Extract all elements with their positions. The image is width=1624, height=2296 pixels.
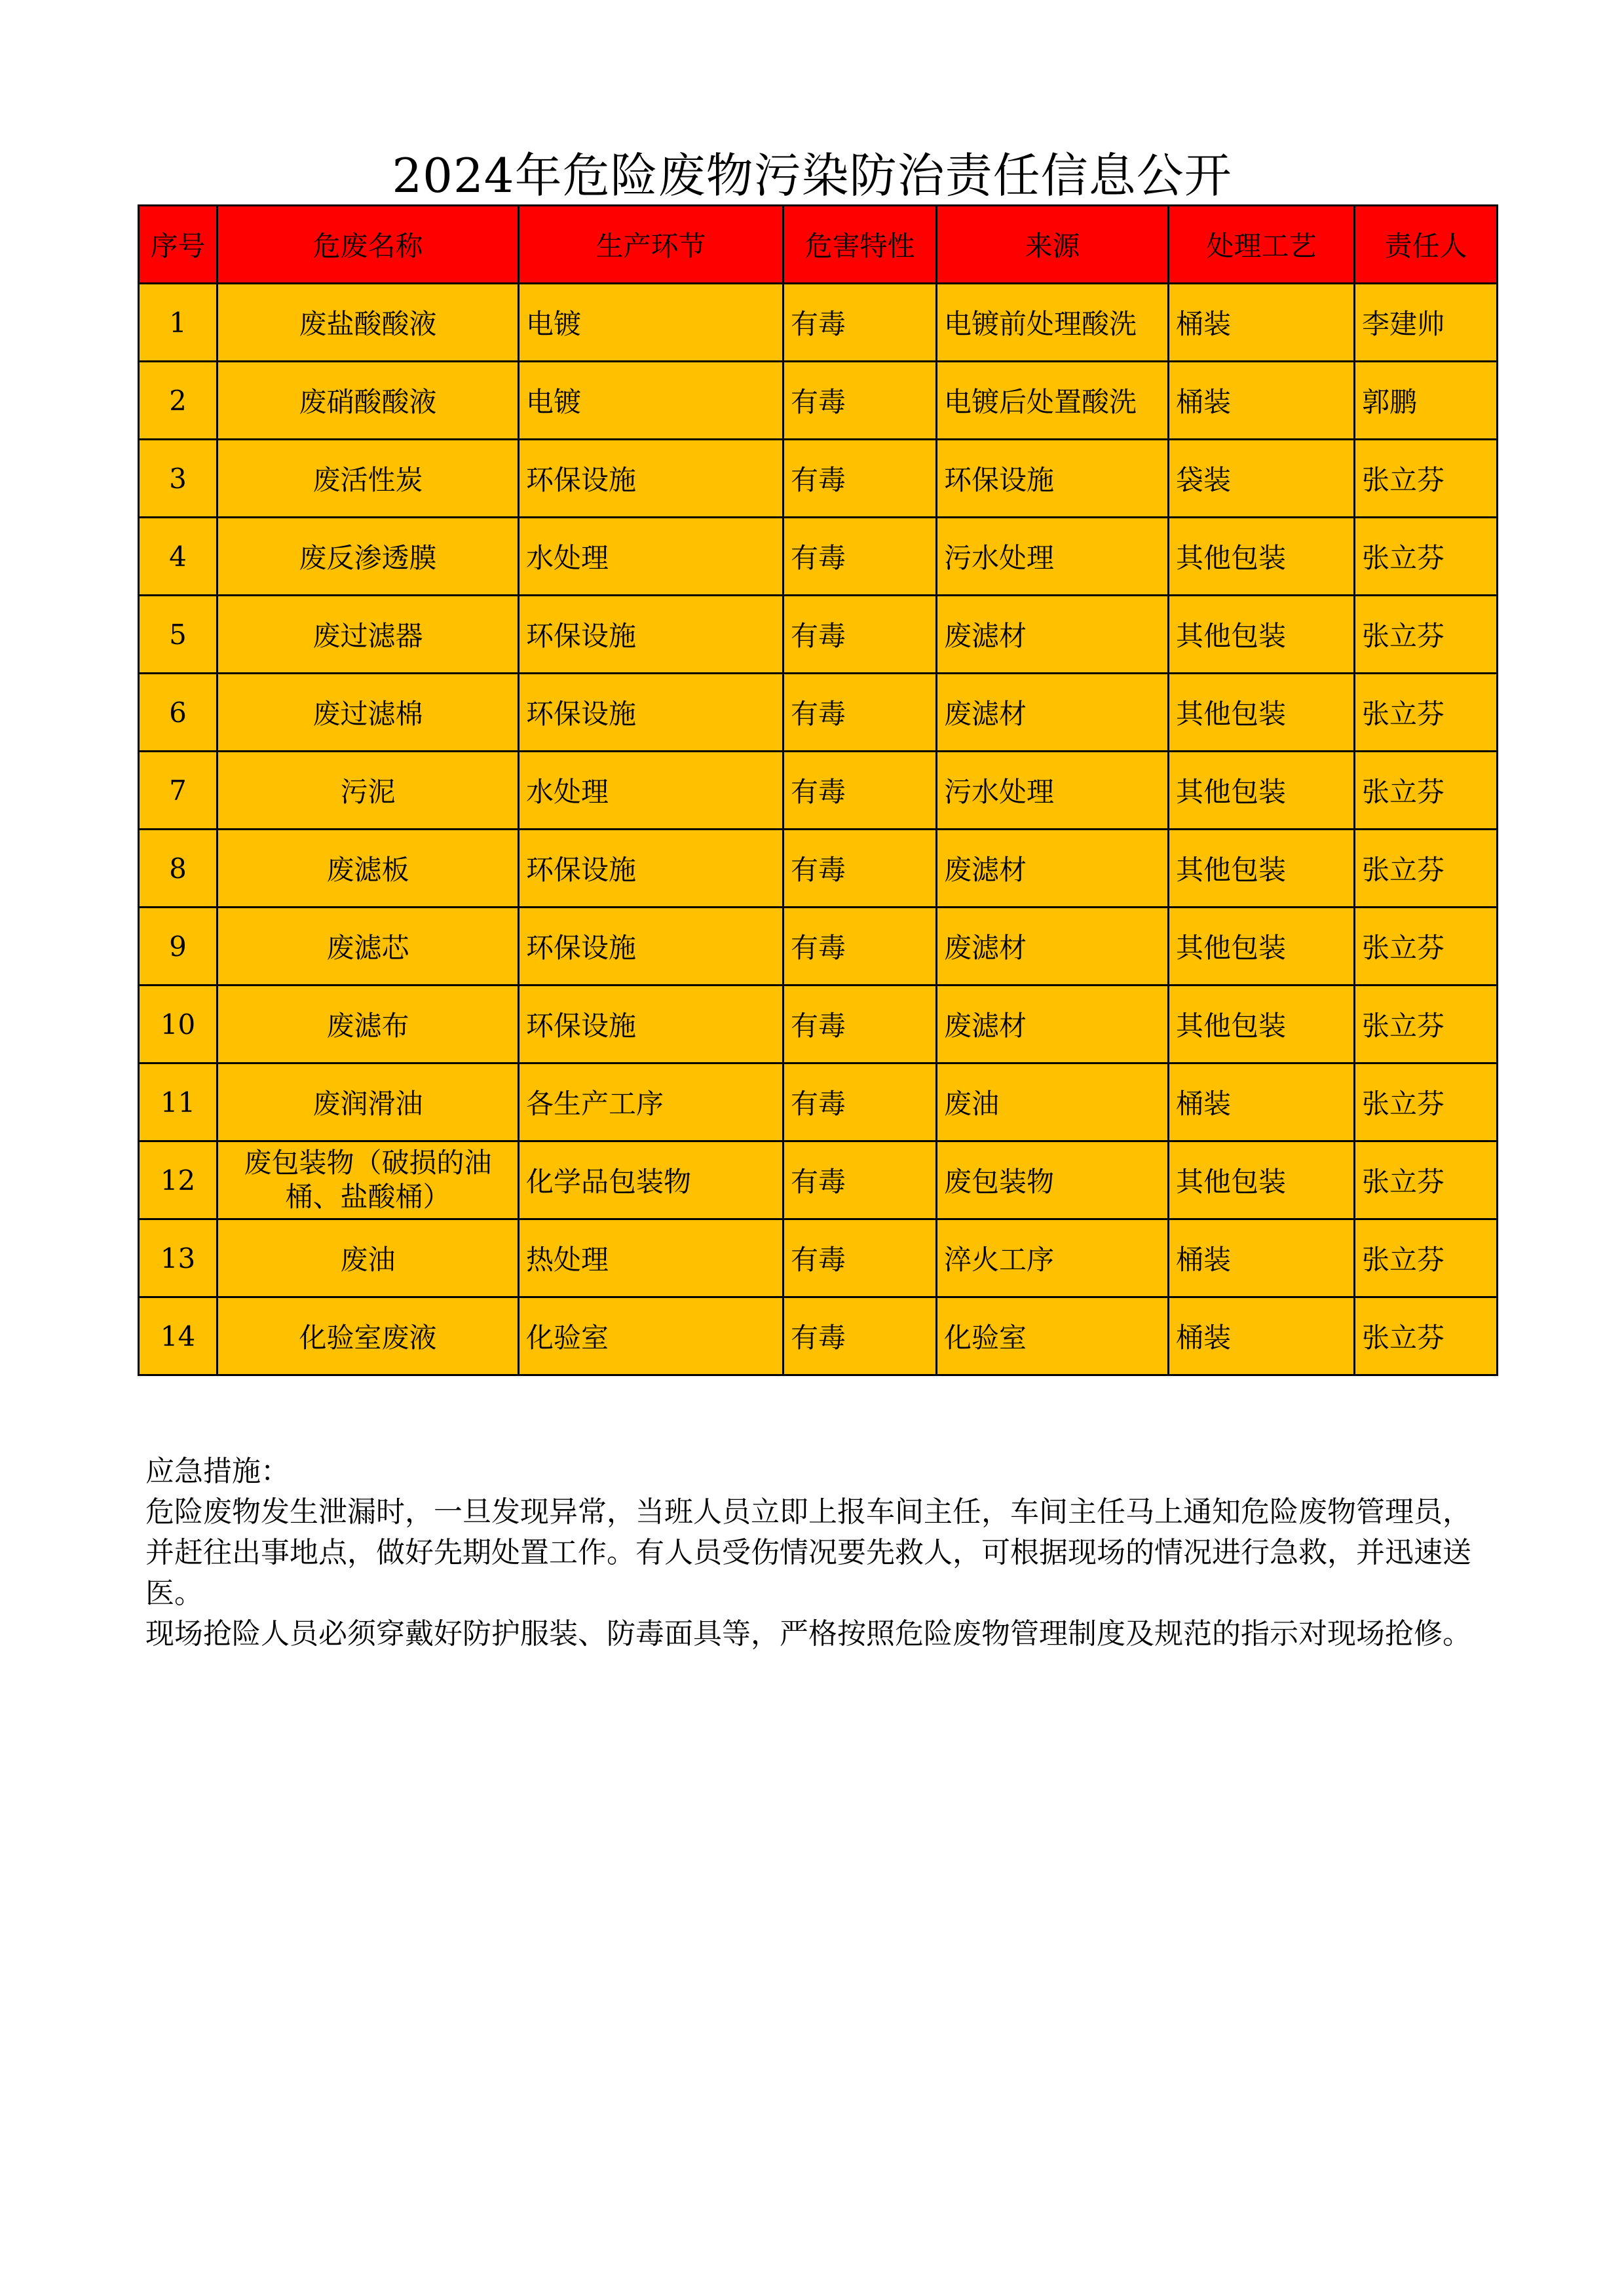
emergency-measures xyxy=(145,1451,1482,1655)
cell-production-stage: 各生产工序 xyxy=(519,1063,784,1141)
cell-responsible-person: 张立芬 xyxy=(1355,1297,1498,1375)
cell-serial: 9 xyxy=(139,908,217,985)
cell-production-stage: 水处理 xyxy=(519,518,784,596)
table-row xyxy=(139,1141,1498,1219)
cell-treatment-process: 其他包装 xyxy=(1169,830,1355,908)
cell-hazard-property: 有毒 xyxy=(784,518,937,596)
cell-source: 化验室 xyxy=(937,1297,1169,1375)
cell-treatment-process: 桶装 xyxy=(1169,284,1355,362)
notes-paragraph-rescue: 现场抢险人员必须穿戴好防护服装、防毒面具等，严格按照危险废物管理制度及规范的指示对现场抢修。 xyxy=(145,1618,1471,1650)
cell-waste-name: 废滤板 xyxy=(217,830,519,908)
cell-responsible-person: 张立芬 xyxy=(1355,985,1498,1063)
cell-waste-name: 废润滑油 xyxy=(217,1063,519,1141)
cell-treatment-process: 桶装 xyxy=(1169,1219,1355,1297)
cell-hazard-property: 有毒 xyxy=(784,362,937,440)
cell-hazard-property: 有毒 xyxy=(784,440,937,518)
cell-serial: 5 xyxy=(139,596,217,674)
cell-hazard-property: 有毒 xyxy=(784,752,937,830)
cell-waste-name: 废过滤器 xyxy=(217,596,519,674)
cell-serial: 7 xyxy=(139,752,217,830)
cell-serial: 2 xyxy=(139,362,217,440)
table-row xyxy=(139,1219,1498,1297)
cell-responsible-person: 张立芬 xyxy=(1355,518,1498,596)
cell-production-stage: 环保设施 xyxy=(519,440,784,518)
cell-responsible-person: 张立芬 xyxy=(1355,1219,1498,1297)
cell-source: 电镀后处置酸洗 xyxy=(937,362,1169,440)
cell-serial: 6 xyxy=(139,674,217,752)
cell-responsible-person: 郭鹏 xyxy=(1355,362,1498,440)
cell-waste-name: 废包装物（破损的油桶、盐酸桶） xyxy=(217,1141,519,1219)
cell-waste-name: 废硝酸酸液 xyxy=(217,362,519,440)
header-source: 来源 xyxy=(937,206,1169,284)
table-row xyxy=(139,596,1498,674)
table-row xyxy=(139,908,1498,985)
table-row xyxy=(139,1063,1498,1141)
notes-heading: 应急措施： xyxy=(145,1455,290,1487)
table-row xyxy=(139,752,1498,830)
table-row xyxy=(139,518,1498,596)
cell-production-stage: 水处理 xyxy=(519,752,784,830)
header-hazard-property: 危害特性 xyxy=(784,206,937,284)
cell-responsible-person: 张立芬 xyxy=(1355,1141,1498,1219)
cell-treatment-process: 袋装 xyxy=(1169,440,1355,518)
cell-source: 废滤材 xyxy=(937,596,1169,674)
header-responsible-person: 责任人 xyxy=(1355,206,1498,284)
table-row xyxy=(139,362,1498,440)
cell-waste-name: 废过滤棉 xyxy=(217,674,519,752)
table-row xyxy=(139,830,1498,908)
cell-serial: 8 xyxy=(139,830,217,908)
cell-treatment-process: 桶装 xyxy=(1169,1063,1355,1141)
cell-serial: 14 xyxy=(139,1297,217,1375)
cell-treatment-process: 其他包装 xyxy=(1169,674,1355,752)
cell-serial: 13 xyxy=(139,1219,217,1297)
cell-production-stage: 化学品包装物 xyxy=(519,1141,784,1219)
cell-waste-name: 废油 xyxy=(217,1219,519,1297)
cell-hazard-property: 有毒 xyxy=(784,1219,937,1297)
cell-hazard-property: 有毒 xyxy=(784,596,937,674)
cell-production-stage: 环保设施 xyxy=(519,674,784,752)
table-row xyxy=(139,440,1498,518)
cell-source: 废油 xyxy=(937,1063,1169,1141)
cell-waste-name: 废反渗透膜 xyxy=(217,518,519,596)
cell-production-stage: 环保设施 xyxy=(519,596,784,674)
table-row xyxy=(139,1297,1498,1375)
cell-production-stage: 环保设施 xyxy=(519,830,784,908)
header-serial: 序号 xyxy=(139,206,217,284)
cell-treatment-process: 其他包装 xyxy=(1169,1141,1355,1219)
page-title: 2024年危险废物污染防治责任信息公开 xyxy=(392,148,1232,203)
cell-hazard-property: 有毒 xyxy=(784,985,937,1063)
cell-production-stage: 化验室 xyxy=(519,1297,784,1375)
cell-waste-name: 化验室废液 xyxy=(217,1297,519,1375)
header-waste-name: 危废名称 xyxy=(217,206,519,284)
cell-hazard-property: 有毒 xyxy=(784,1141,937,1219)
cell-production-stage: 电镀 xyxy=(519,284,784,362)
table-header-row xyxy=(139,206,1498,284)
cell-source: 淬火工序 xyxy=(937,1219,1169,1297)
notes-paragraph-leak: 危险废物发生泄漏时，一旦发现异常，当班人员立即上报车间主任，车间主任马上通知危险废物管理员，并赶往出事地点，做好先期处置工作。有人员受伤情况要先救人，可根据现场的情况进行急救，并迅速送医。 xyxy=(145,1496,1471,1609)
cell-waste-name: 废盐酸酸液 xyxy=(217,284,519,362)
cell-source: 电镀前处理酸洗 xyxy=(937,284,1169,362)
cell-production-stage: 电镀 xyxy=(519,362,784,440)
cell-hazard-property: 有毒 xyxy=(784,1063,937,1141)
cell-source: 废滤材 xyxy=(937,674,1169,752)
cell-treatment-process: 桶装 xyxy=(1169,362,1355,440)
cell-treatment-process: 桶装 xyxy=(1169,1297,1355,1375)
cell-hazard-property: 有毒 xyxy=(784,284,937,362)
cell-treatment-process: 其他包装 xyxy=(1169,908,1355,985)
header-production-stage: 生产环节 xyxy=(519,206,784,284)
cell-serial: 1 xyxy=(139,284,217,362)
cell-serial: 3 xyxy=(139,440,217,518)
cell-source: 环保设施 xyxy=(937,440,1169,518)
cell-treatment-process: 其他包装 xyxy=(1169,752,1355,830)
cell-treatment-process: 其他包装 xyxy=(1169,596,1355,674)
cell-responsible-person: 李建帅 xyxy=(1355,284,1498,362)
cell-responsible-person: 张立芬 xyxy=(1355,674,1498,752)
header-treatment-process: 处理工艺 xyxy=(1169,206,1355,284)
cell-treatment-process: 其他包装 xyxy=(1169,985,1355,1063)
cell-serial: 10 xyxy=(139,985,217,1063)
cell-responsible-person: 张立芬 xyxy=(1355,596,1498,674)
cell-production-stage: 环保设施 xyxy=(519,908,784,985)
cell-responsible-person: 张立芬 xyxy=(1355,752,1498,830)
cell-responsible-person: 张立芬 xyxy=(1355,440,1498,518)
cell-source: 污水处理 xyxy=(937,752,1169,830)
cell-source: 废包装物 xyxy=(937,1141,1169,1219)
cell-serial: 12 xyxy=(139,1141,217,1219)
cell-production-stage: 热处理 xyxy=(519,1219,784,1297)
cell-source: 废滤材 xyxy=(937,830,1169,908)
cell-hazard-property: 有毒 xyxy=(784,830,937,908)
cell-responsible-person: 张立芬 xyxy=(1355,830,1498,908)
table-row xyxy=(139,985,1498,1063)
cell-serial: 11 xyxy=(139,1063,217,1141)
cell-hazard-property: 有毒 xyxy=(784,908,937,985)
cell-waste-name: 废滤布 xyxy=(217,985,519,1063)
cell-hazard-property: 有毒 xyxy=(784,1297,937,1375)
cell-source: 废滤材 xyxy=(937,985,1169,1063)
table-row xyxy=(139,674,1498,752)
cell-treatment-process: 其他包装 xyxy=(1169,518,1355,596)
cell-serial: 4 xyxy=(139,518,217,596)
hazardous-waste-table xyxy=(138,204,1498,1376)
table-row xyxy=(139,284,1498,362)
cell-production-stage: 环保设施 xyxy=(519,985,784,1063)
cell-waste-name: 废滤芯 xyxy=(217,908,519,985)
cell-hazard-property: 有毒 xyxy=(784,674,937,752)
cell-waste-name: 废活性炭 xyxy=(217,440,519,518)
cell-source: 废滤材 xyxy=(937,908,1169,985)
cell-responsible-person: 张立芬 xyxy=(1355,908,1498,985)
cell-waste-name: 污泥 xyxy=(217,752,519,830)
cell-responsible-person: 张立芬 xyxy=(1355,1063,1498,1141)
cell-source: 污水处理 xyxy=(937,518,1169,596)
